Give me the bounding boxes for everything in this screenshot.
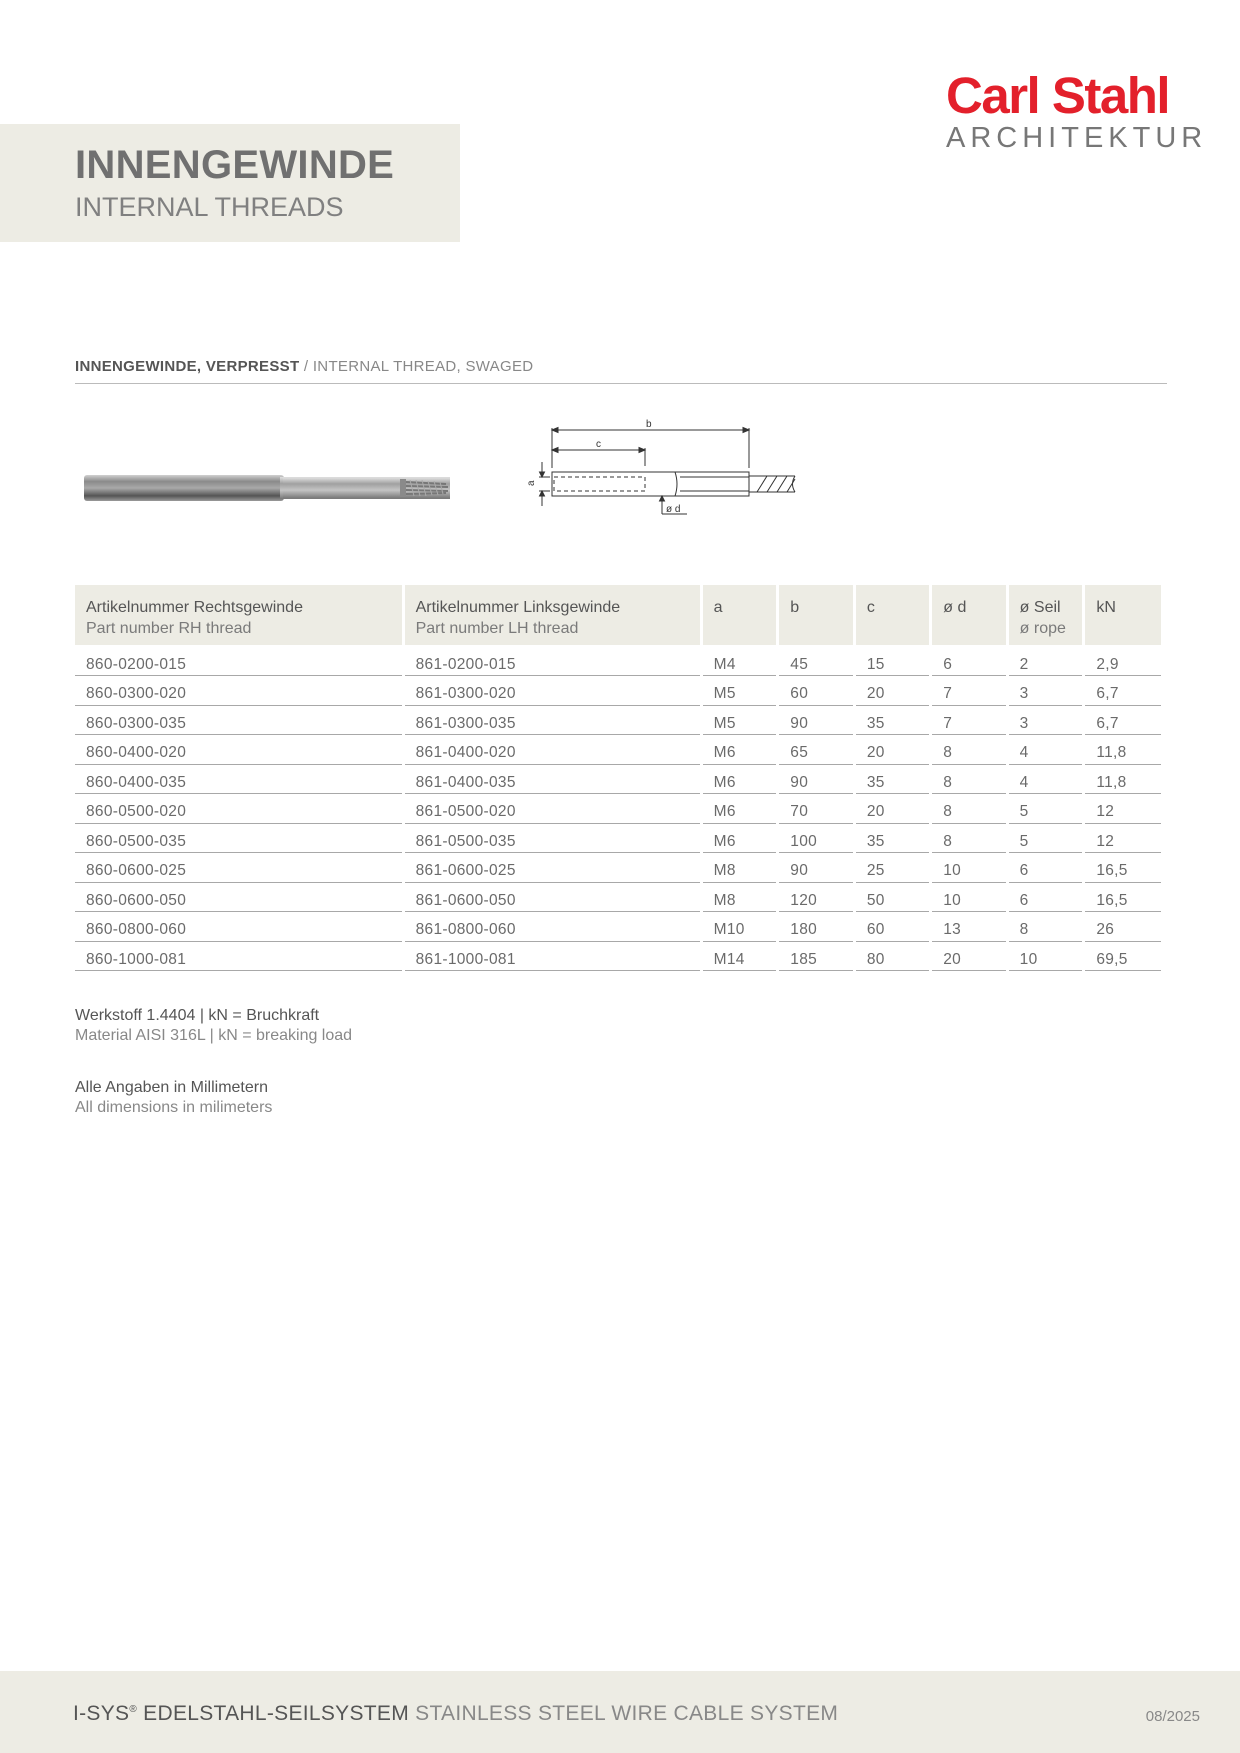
- material-note: [75, 1006, 352, 1046]
- cell-rope: 2: [1009, 645, 1083, 676]
- cell-a: M4: [703, 645, 777, 676]
- cell-a: M6: [703, 735, 777, 765]
- cell-part-rh: 860-0300-035: [75, 706, 402, 736]
- cell-a: M8: [703, 853, 777, 883]
- section-title-de: INNENGEWINDE, VERPRESST: [75, 358, 300, 375]
- cell-c: 20: [856, 735, 929, 765]
- dimensions-note: [75, 1078, 272, 1118]
- dimensions-note-en: All dimensions in milimeters: [75, 1099, 273, 1116]
- cell-d: 8: [932, 765, 1005, 795]
- table-row: [75, 942, 1161, 972]
- table-row: [75, 706, 1161, 736]
- cell-part-lh: 861-0300-035: [405, 706, 700, 736]
- spec-table: [72, 585, 1164, 971]
- table-row: [75, 853, 1161, 883]
- cell-b: 45: [779, 645, 853, 676]
- material-note-de: Werkstoff 1.4404 | kN = Bruchkraft: [75, 1007, 320, 1024]
- cell-a: M5: [703, 706, 777, 736]
- cell-rope: 8: [1009, 912, 1083, 942]
- cell-a: M10: [703, 912, 777, 942]
- cell-a: M6: [703, 794, 777, 824]
- cell-kn: 6,7: [1085, 706, 1161, 736]
- cell-kn: 16,5: [1085, 883, 1161, 913]
- cell-part-rh: 860-0600-025: [75, 853, 402, 883]
- brand-name: Carl Stahl: [946, 67, 1170, 124]
- section-heading: [75, 358, 1167, 384]
- cell-kn: 12: [1085, 824, 1161, 854]
- cell-d: 8: [932, 794, 1005, 824]
- page-title: INNENGEWINDE: [75, 143, 395, 187]
- page-title-box: [0, 124, 460, 242]
- cell-part-rh: 860-0400-035: [75, 765, 402, 795]
- cell-rope: 4: [1009, 735, 1083, 765]
- cell-c: 35: [856, 706, 929, 736]
- table-row: [75, 794, 1161, 824]
- cell-b: 120: [779, 883, 853, 913]
- table-row: [75, 824, 1161, 854]
- header-b: b: [779, 585, 853, 645]
- cell-a: M14: [703, 942, 777, 972]
- cell-part-rh: 860-0400-020: [75, 735, 402, 765]
- cell-b: 90: [779, 706, 853, 736]
- material-note-en: Material AISI 316L | kN = breaking load: [75, 1027, 353, 1044]
- cell-part-lh: 861-0200-015: [405, 645, 700, 676]
- cell-d: 10: [932, 883, 1005, 913]
- cell-part-lh: 861-1000-081: [405, 942, 700, 972]
- cell-part-rh: 860-0500-020: [75, 794, 402, 824]
- cell-a: M8: [703, 883, 777, 913]
- cell-part-lh: 861-0600-050: [405, 883, 700, 913]
- footer-product: I-SYS: [73, 1702, 130, 1725]
- cell-c: 25: [856, 853, 929, 883]
- drawing-label-b: b: [646, 419, 652, 430]
- cell-part-lh: 861-0600-025: [405, 853, 700, 883]
- cell-c: 60: [856, 912, 929, 942]
- header-a: a: [703, 585, 777, 645]
- cell-c: 50: [856, 883, 929, 913]
- page-subtitle: INTERNAL THREADS: [75, 192, 344, 222]
- cell-part-lh: 861-0300-020: [405, 676, 700, 706]
- header-kn: kN: [1085, 585, 1161, 645]
- cell-kn: 11,8: [1085, 735, 1161, 765]
- cell-d: 6: [932, 645, 1005, 676]
- table-row: [75, 645, 1161, 676]
- section-separator: /: [299, 358, 313, 375]
- product-photo: [80, 462, 450, 514]
- cell-kn: 26: [1085, 912, 1161, 942]
- page-footer: [0, 1671, 1240, 1753]
- cell-part-lh: 861-0400-020: [405, 735, 700, 765]
- brand-subtitle: ARCHITEKTUR: [946, 122, 1208, 154]
- dimensions-note-de: Alle Angaben in Millimetern: [75, 1079, 268, 1096]
- cell-c: 35: [856, 765, 929, 795]
- cell-part-lh: 861-0400-035: [405, 765, 700, 795]
- header-c: c: [856, 585, 929, 645]
- header-rope: ø Seil ø rope: [1009, 585, 1083, 645]
- cell-kn: 69,5: [1085, 942, 1161, 972]
- cell-part-rh: 860-0200-015: [75, 645, 402, 676]
- cell-rope: 5: [1009, 794, 1083, 824]
- cell-part-rh: 860-1000-081: [75, 942, 402, 972]
- cell-kn: 12: [1085, 794, 1161, 824]
- cell-b: 180: [779, 912, 853, 942]
- cell-d: 20: [932, 942, 1005, 972]
- cell-rope: 5: [1009, 824, 1083, 854]
- brand-logo: [946, 67, 1208, 154]
- cell-d: 10: [932, 853, 1005, 883]
- footer-title-en: STAINLESS STEEL WIRE CABLE SYSTEM: [409, 1702, 839, 1725]
- cell-b: 100: [779, 824, 853, 854]
- cell-a: M6: [703, 824, 777, 854]
- cell-rope: 3: [1009, 676, 1083, 706]
- cell-rope: 6: [1009, 853, 1083, 883]
- cell-b: 70: [779, 794, 853, 824]
- cell-rope: 3: [1009, 706, 1083, 736]
- footer-title-de: EDELSTAHL-SEILSYSTEM: [137, 1702, 410, 1725]
- header-part-lh: Artikelnummer Linksgewinde Part number LH thread: [405, 585, 700, 645]
- cell-part-rh: 860-0800-060: [75, 912, 402, 942]
- cell-c: 35: [856, 824, 929, 854]
- cell-c: 20: [856, 794, 929, 824]
- cell-c: 80: [856, 942, 929, 972]
- table-header-row: [75, 585, 1161, 645]
- drawing-label-c: c: [596, 439, 601, 450]
- cell-c: 20: [856, 676, 929, 706]
- cell-b: 90: [779, 853, 853, 883]
- header-part-rh: Artikelnummer Rechtsgewinde Part number RH thread: [75, 585, 402, 645]
- footer-title: [73, 1702, 838, 1726]
- cell-b: 90: [779, 765, 853, 795]
- cell-kn: 2,9: [1085, 645, 1161, 676]
- cell-d: 7: [932, 676, 1005, 706]
- table-row: [75, 676, 1161, 706]
- cell-rope: 6: [1009, 883, 1083, 913]
- technical-drawing: [512, 418, 812, 523]
- cell-a: M5: [703, 676, 777, 706]
- cell-b: 65: [779, 735, 853, 765]
- section-title-en: INTERNAL THREAD, SWAGED: [312, 358, 534, 375]
- cell-d: 13: [932, 912, 1005, 942]
- cell-part-lh: 861-0800-060: [405, 912, 700, 942]
- table-row: [75, 912, 1161, 942]
- cell-c: 15: [856, 645, 929, 676]
- cell-a: M6: [703, 765, 777, 795]
- drawing-label-d: ø d: [666, 504, 681, 515]
- cell-part-rh: 860-0600-050: [75, 883, 402, 913]
- cell-b: 185: [779, 942, 853, 972]
- cell-kn: 6,7: [1085, 676, 1161, 706]
- header-d: ø d: [932, 585, 1005, 645]
- cell-part-lh: 861-0500-020: [405, 794, 700, 824]
- footer-date: 08/2025: [1145, 1708, 1200, 1725]
- cell-rope: 4: [1009, 765, 1083, 795]
- table-row: [75, 735, 1161, 765]
- cell-kn: 16,5: [1085, 853, 1161, 883]
- cell-part-rh: 860-0500-035: [75, 824, 402, 854]
- cell-rope: 10: [1009, 942, 1083, 972]
- cell-part-lh: 861-0500-035: [405, 824, 700, 854]
- table-row: [75, 765, 1161, 795]
- drawing-label-a: a: [526, 480, 537, 486]
- cell-part-rh: 860-0300-020: [75, 676, 402, 706]
- cell-d: 8: [932, 824, 1005, 854]
- cell-kn: 11,8: [1085, 765, 1161, 795]
- cell-d: 7: [932, 706, 1005, 736]
- cell-b: 60: [779, 676, 853, 706]
- table-row: [75, 883, 1161, 913]
- footer-reg-mark: ®: [129, 1704, 138, 1715]
- cell-d: 8: [932, 735, 1005, 765]
